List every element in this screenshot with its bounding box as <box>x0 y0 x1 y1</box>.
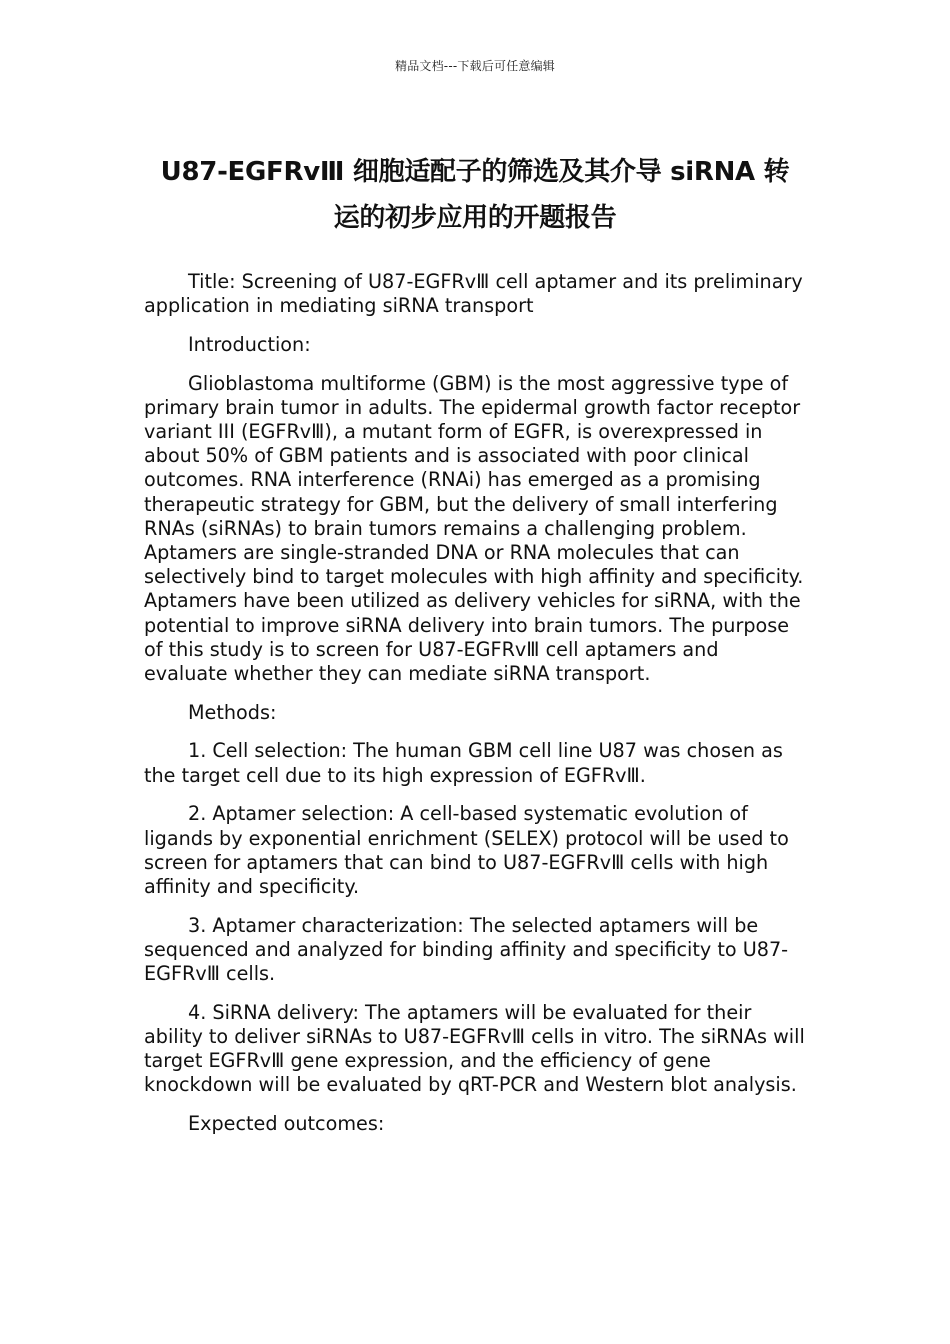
method-item-cell-selection: 1. Cell selection: The human GBM cell line U87 was chosen as the target cell due to its high expression of EGFRvⅢ. <box>144 739 783 787</box>
methods-heading: Methods: <box>188 700 277 724</box>
header-note: 精品文档---下载后可任意编辑 <box>395 59 555 73</box>
title-line-2: 运的初步应用的开题报告 <box>333 203 617 234</box>
method-item-aptamer-characterization: 3. Aptamer characterization: The selected aptamers will be sequenced and analyzed for binding affinity and specificity to U87-EGFRvⅢ cells. <box>144 913 789 986</box>
introduction-paragraph: Glioblastoma multiforme (GBM) is the most aggressive type of primary brain tumor in adults. The epidermal growth factor receptor variant III (EGFRvⅢ), a mutant form of EGFR, is overexpressed in about 50% of GBM patients and is associated with poor clinical outcomes. RNA interference (RNAi) has emerged as a promising therapeutic strategy for GBM, but the delivery of small interfering RNAs (siRNAs) to brain tumors remains a challenging problem. Aptamers are single-stranded DNA or RNA molecules that can selectively bind to target molecules with high affinity and specificity. Aptamers have been utilized as delivery vehicles for siRNA, with the potential to improve siRNA delivery into brain tumors. The purpose of this study is to screen for U87-EGFRvⅢ cell aptamers and evaluate whether they can mediate siRNA transport. <box>144 371 804 686</box>
title-paragraph: Title: Screening of U87-EGFRvⅢ cell aptamer and its preliminary application in mediating siRNA transport <box>144 270 803 318</box>
document-body <box>144 270 808 1151</box>
expected-outcomes-heading: Expected outcomes: <box>188 1112 385 1136</box>
method-item-aptamer-selection: 2. Aptamer selection: A cell-based systematic evolution of ligands by exponential enrichment (SELEX) protocol will be used to screen for aptamers that can bind to U87-EGFRvⅢ cells with high affinity and specificity. <box>144 802 789 898</box>
title-line-1: U87-EGFRvⅢ 细胞适配子的筛选及其介导 siRNA 转 <box>160 157 790 188</box>
document-title <box>120 149 830 241</box>
introduction-heading: Introduction: <box>188 332 311 356</box>
method-item-sirna-delivery: 4. SiRNA delivery: The aptamers will be evaluated for their ability to deliver siRNAs to U87-EGFRvⅢ cells in vitro. The siRNAs will target EGFRvⅢ gene expression, and the efficiency of gene knockdown will be evaluated by qRT-PCR and Western blot analysis. <box>144 1000 805 1097</box>
